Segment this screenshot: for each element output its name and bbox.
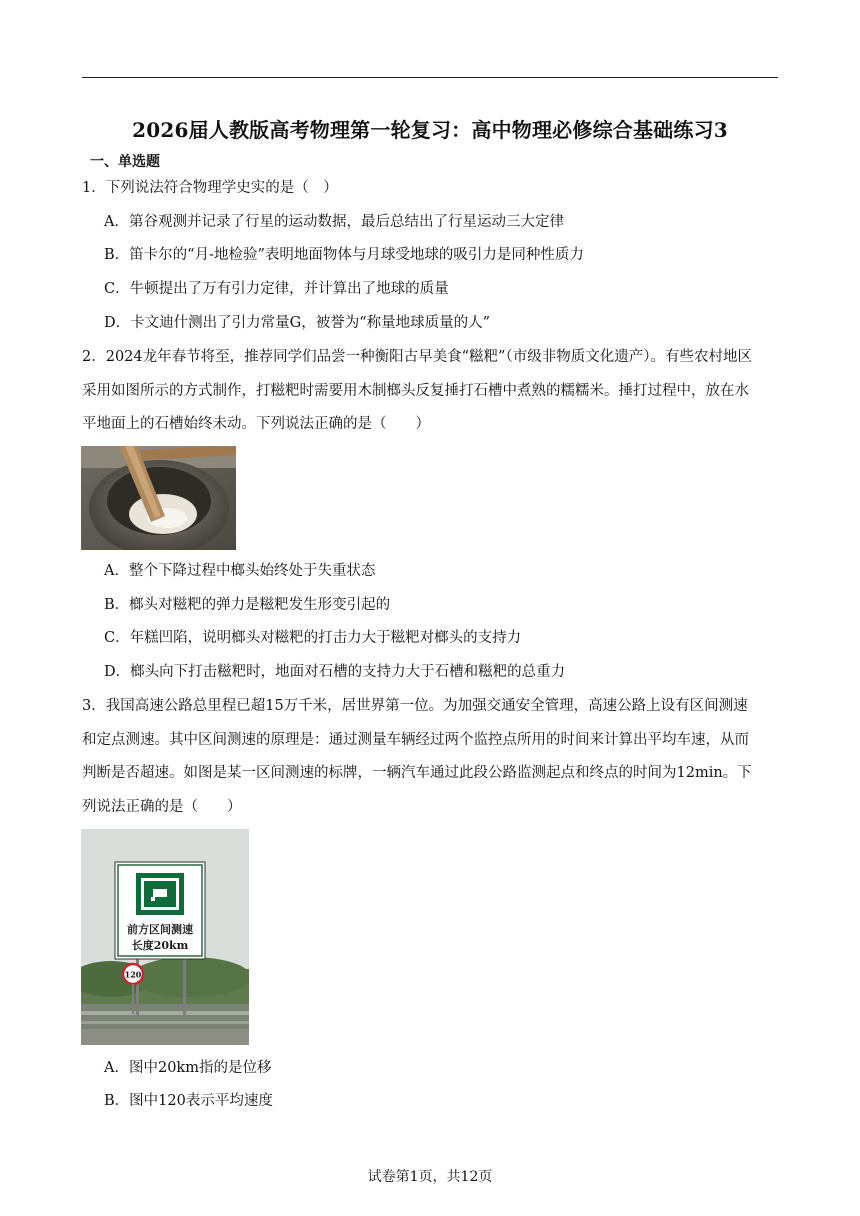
question-3-option-a: A．图中20km指的是位移	[104, 1060, 272, 1076]
question-2-option-a: A．整个下降过程中榔头始终处于失重状态	[104, 563, 376, 579]
question-1-option-b: B．笛卡尔的“月-地检验”表明地面物体与月球受地球的吸引力是同种性质力	[104, 247, 584, 263]
question-1-option-a: A．第谷观测并记录了行星的运动数据，最后总结出了行星运动三大定律	[104, 214, 564, 230]
speed-limit-number: 120	[124, 969, 142, 980]
section-heading: 一、单选题	[90, 154, 160, 170]
sign-text-line-2: 长度20km	[131, 939, 189, 952]
question-2-stem-line-2: 采用如图所示的方式制作，打糍粑时需要用木制榔头反复捶打石槽中煮熟的糯糯米。捶打过程中，放在水	[82, 383, 749, 399]
sign-text-line-1: 前方区间测速	[127, 923, 193, 936]
page-title: 2026届人教版高考物理第一轮复习：高中物理必修综合基础练习3	[132, 118, 728, 142]
question-3-stem-line-4: 列说法正确的是（ ）	[82, 799, 242, 815]
question-1-stem: 1．下列说法符合物理学史实的是（ ）	[82, 180, 338, 196]
question-1-option-d: D．卡文迪什测出了引力常量G，被誉为“称量地球质量的人”	[104, 315, 491, 331]
question-3-stem-line-2: 和定点测速。其中区间测速的原理是：通过测量车辆经过两个监控点所用的时间来计算出平均车速，从而	[82, 732, 749, 748]
question-2-stem-line-3: 平地面上的石槽始终未动。下列说法正确的是（ ）	[82, 416, 430, 432]
question-2-option-d: D．榔头向下打击糍粑时，地面对石槽的支持力大于石槽和糍粑的总重力	[104, 664, 566, 680]
question-2-option-b: B．榔头对糍粑的弹力是糍粑发生形变引起的	[104, 597, 391, 613]
speed-sign-photo	[81, 829, 249, 1045]
question-3-option-b: B．图中120表示平均速度	[104, 1093, 273, 1109]
question-3-stem-line-1: 3．我国高速公路总里程已超15万千米，居世界第一位。为加强交通安全管理，高速公路上设有区间测速	[82, 698, 748, 714]
page-footer: 试卷第1页，共12页	[367, 1169, 493, 1185]
question-2-option-c: C．年糕凹陷，说明榔头对糍粑的打击力大于糍粑对榔头的支持力	[104, 630, 522, 646]
header-rule	[82, 77, 778, 78]
mortar-photo	[81, 446, 236, 550]
question-3-stem-line-3: 判断是否超速。如图是某一区间测速的标牌，一辆汽车通过此段公路监测起点和终点的时间为12min。下	[82, 765, 752, 781]
question-2-stem-line-1: 2．2024龙年春节将至，推荐同学们品尝一种衡阳古早美食“糍粑”（市级非物质文化遗产）。有些农村地区	[82, 349, 752, 365]
question-1-option-c: C．牛顿提出了万有引力定律，并计算出了地球的质量	[104, 281, 449, 297]
